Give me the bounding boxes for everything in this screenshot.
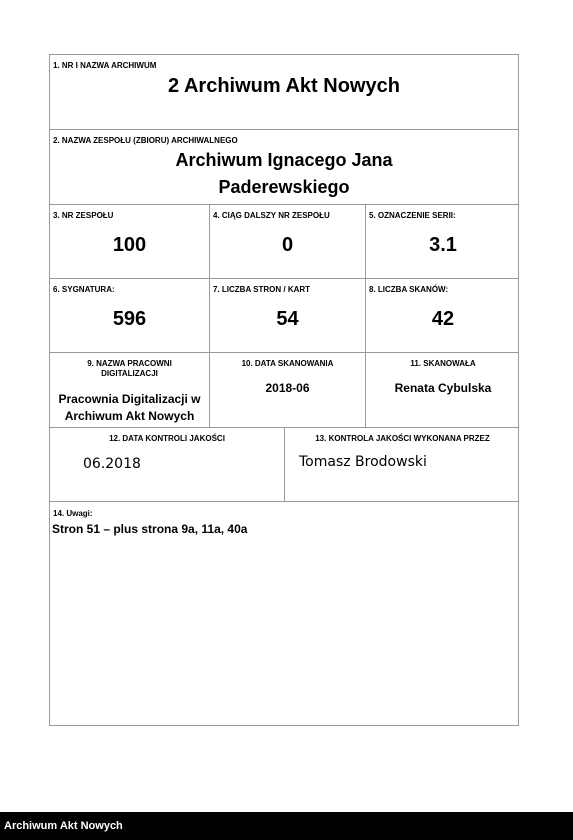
cell-archive xyxy=(50,55,518,129)
cell-pages xyxy=(209,279,365,352)
scanned-by-label: 11. SKANOWAŁA xyxy=(410,359,476,368)
cell-notes xyxy=(50,502,518,725)
lab-value-line2: Archiwum Akt Nowych xyxy=(64,409,195,423)
cell-series xyxy=(365,205,520,278)
notes-label: 14. Uwagi: xyxy=(53,509,93,518)
cell-signature xyxy=(50,279,209,352)
notes-value: Stron 51 – plus strona 9a, 11a, 40a xyxy=(52,522,248,536)
row-fonds-numbers xyxy=(50,205,518,279)
scan-date-value: 2018-06 xyxy=(265,381,310,395)
scans-label: 8. LICZBA SKANÓW: xyxy=(369,285,449,294)
lab-label-line2: DIGITALIZACJI xyxy=(101,369,158,378)
fonds-name-line2: Paderewskiego xyxy=(218,177,350,197)
row-digitization xyxy=(50,353,518,428)
cell-fonds-no xyxy=(50,205,209,278)
row-fonds-name xyxy=(50,130,518,205)
footer-text: Archiwum Akt Nowych xyxy=(4,820,123,832)
cell-lab xyxy=(50,353,209,427)
fonds-continuation-label: 4. CIĄG DALSZY NR ZESPOŁU xyxy=(213,211,330,220)
fonds-name-line1: Archiwum Ignacego Jana xyxy=(175,150,393,170)
metadata-form xyxy=(49,54,519,726)
signature-value: 596 xyxy=(112,308,147,330)
qc-date-value: 06.2018 xyxy=(83,456,141,472)
scans-value: 42 xyxy=(431,308,455,330)
footer-bar xyxy=(0,812,573,840)
cell-scanned-by xyxy=(365,353,520,427)
fonds-continuation-value: 0 xyxy=(281,234,294,256)
fonds-no-label: 3. NR ZESPOŁU xyxy=(53,211,114,220)
cell-scans xyxy=(365,279,520,352)
cell-fonds-name xyxy=(50,130,518,204)
lab-value-line1: Pracownia Digitalizacji w xyxy=(58,392,201,406)
qc-date-label: 12. DATA KONTROLI JAKOŚCI xyxy=(109,434,225,443)
row-signature xyxy=(50,279,518,353)
cell-qc-by xyxy=(284,428,520,501)
cell-scan-date xyxy=(209,353,365,427)
lab-label-line1: 9. NAZWA PRACOWNI xyxy=(87,359,172,368)
cell-qc-date xyxy=(50,428,284,501)
row-notes xyxy=(50,502,518,725)
series-value: 3.1 xyxy=(429,234,457,256)
archive-value: 2 Archiwum Akt Nowych xyxy=(168,75,400,97)
qc-by-label: 13. KONTROLA JAKOŚCI WYKONANA PRZEZ xyxy=(315,434,490,443)
cell-fonds-continuation xyxy=(209,205,365,278)
scan-date-label: 10. DATA SKANOWANIA xyxy=(241,359,334,368)
archive-label: 1. NR I NAZWA ARCHIWUM xyxy=(53,61,157,70)
fonds-name-label: 2. NAZWA ZESPOŁU (ZBIORU) ARCHIWALNEGO xyxy=(53,136,238,145)
row-quality-control xyxy=(50,428,518,502)
row-archive xyxy=(50,55,518,130)
signature-label: 6. SYGNATURA: xyxy=(53,285,115,294)
pages-label: 7. LICZBA STRON / KART xyxy=(213,285,311,294)
pages-value: 54 xyxy=(276,308,299,330)
series-label: 5. OZNACZENIE SERII: xyxy=(369,211,456,220)
qc-by-value: Tomasz Brodowski xyxy=(299,454,427,470)
fonds-no-value: 100 xyxy=(112,234,147,256)
scanned-by-value: Renata Cybulska xyxy=(394,381,492,395)
